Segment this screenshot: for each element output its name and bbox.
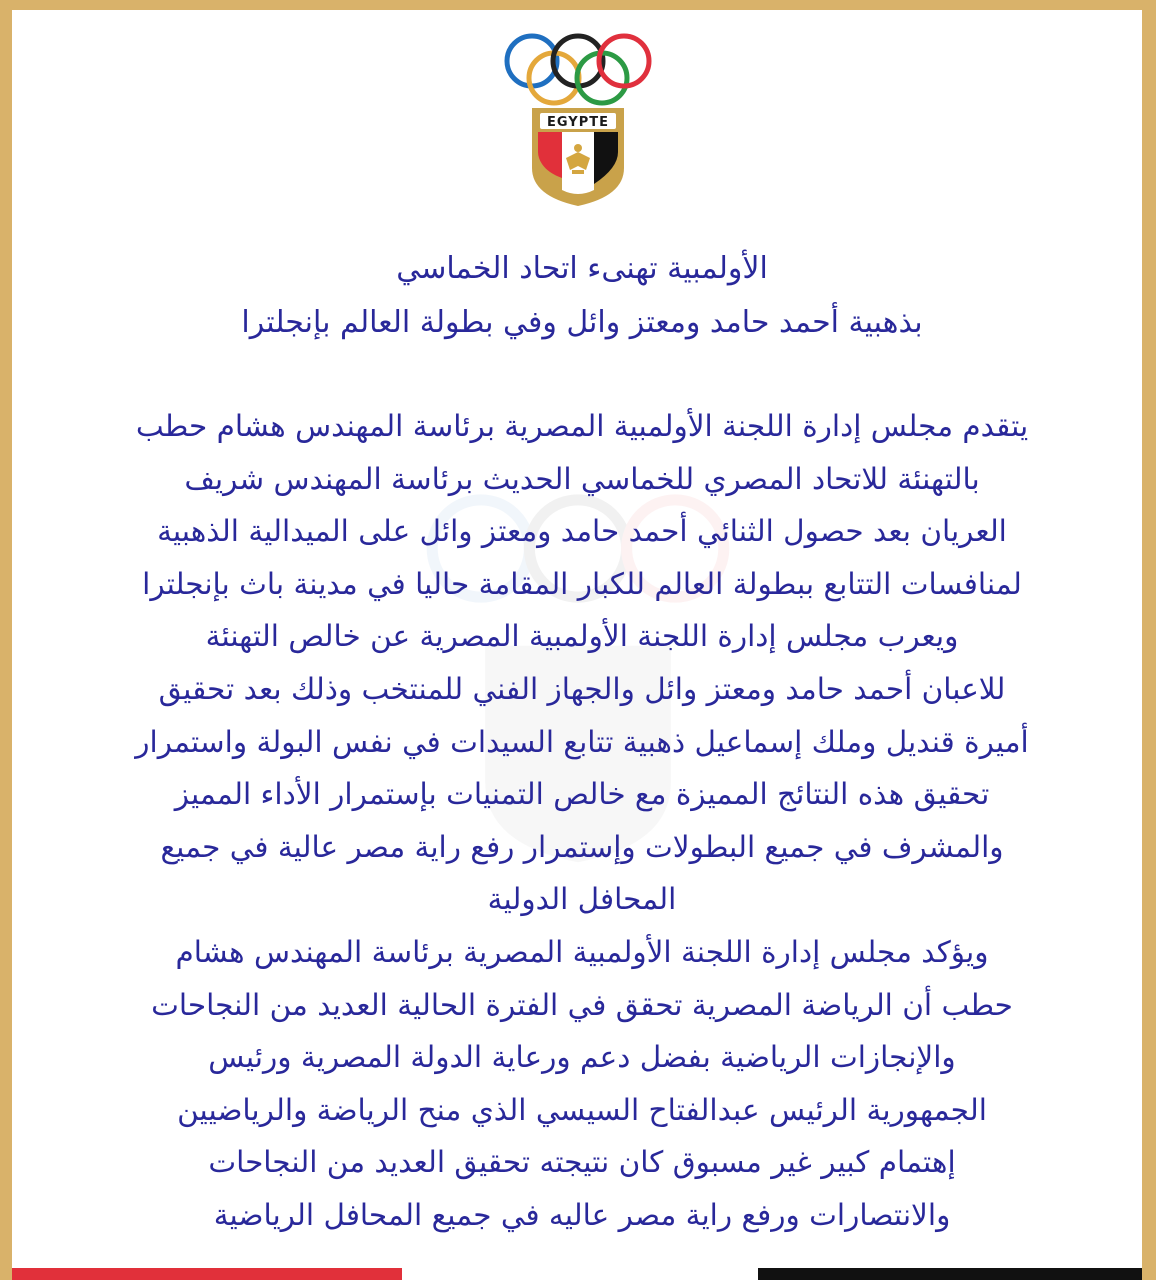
body-line: إهتمام كبير غير مسبوق كان نتيجته تحقيق العديد من النجاحات — [208, 1145, 956, 1180]
footer-red-bar — [12, 1268, 402, 1280]
body-line: والانتصارات ورفع راية مصر عاليه في جميع المحافل الرياضية — [213, 1197, 951, 1232]
body-line: والإنجازات الرياضية بفضل دعم ورعاية الدولة المصرية ورئيس — [208, 1040, 956, 1075]
body-line: الجمهورية الرئيس عبدالفتاح السيسي الذي منح الرياضة والرياضيين — [177, 1092, 987, 1127]
body-line: المحافل الدولية — [487, 882, 677, 917]
body-line: العريان بعد حصول الثنائي أحمد حامد ومعتز وائل على الميدالية الذهبية — [157, 514, 1007, 549]
title-line: الأولمبية تهنىء اتحاد الخماسي — [396, 251, 768, 286]
statement-page — [12, 10, 1142, 1280]
body-line: تحقيق هذه النتائج المميزة مع خالص التمنيات بإستمرار الأداء المميز — [174, 777, 990, 812]
body-line: لمنافسات التتابع ببطولة العالم للكبار المقامة حاليا في مدينة باث بإنجلترا — [142, 566, 1022, 601]
country-label: EGYPTE — [547, 115, 609, 130]
title-line: بذهبية أحمد حامد ومعتز وائل وفي بطولة العالم بإنجلترا — [241, 305, 923, 340]
body-line: حطب أن الرياضة المصرية تحقق في الفترة الحالية العديد من النجاحات — [151, 987, 1013, 1022]
body-line: أميرة قنديل وملك إسماعيل ذهبية تتابع السيدات في نفس البولة واستمرار — [135, 724, 1029, 759]
announcement-body — [82, 400, 1082, 1242]
body-line: بالتهنئة للاتحاد المصري للخماسي الحديث برئاسة المهندس شريف — [184, 461, 980, 496]
body-line: ويعرب مجلس إدارة اللجنة الأولمبية المصرية عن خالص التهنئة — [205, 619, 959, 654]
announcement-title — [82, 242, 1082, 350]
body-line: ويؤكد مجلس إدارة اللجنة الأولمبية المصرية برئاسة المهندس هشام — [175, 934, 989, 969]
egypt-shield-icon — [532, 108, 624, 206]
body-line: للاعبان أحمد حامد ومعتز وائل والجهاز الفني للمنتخب وذلك بعد تحقيق — [158, 671, 1006, 706]
body-line: والمشرف في جميع البطولات وإستمرار رفع راية مصر عالية في جميع — [160, 829, 1004, 864]
olympic-rings-icon — [507, 36, 649, 103]
footer-black-bar — [758, 1268, 1142, 1280]
egypt-olympic-committee-logo — [492, 28, 664, 206]
body-line: يتقدم مجلس إدارة اللجنة الأولمبية المصرية برئاسة المهندس هشام حطب — [135, 409, 1029, 443]
